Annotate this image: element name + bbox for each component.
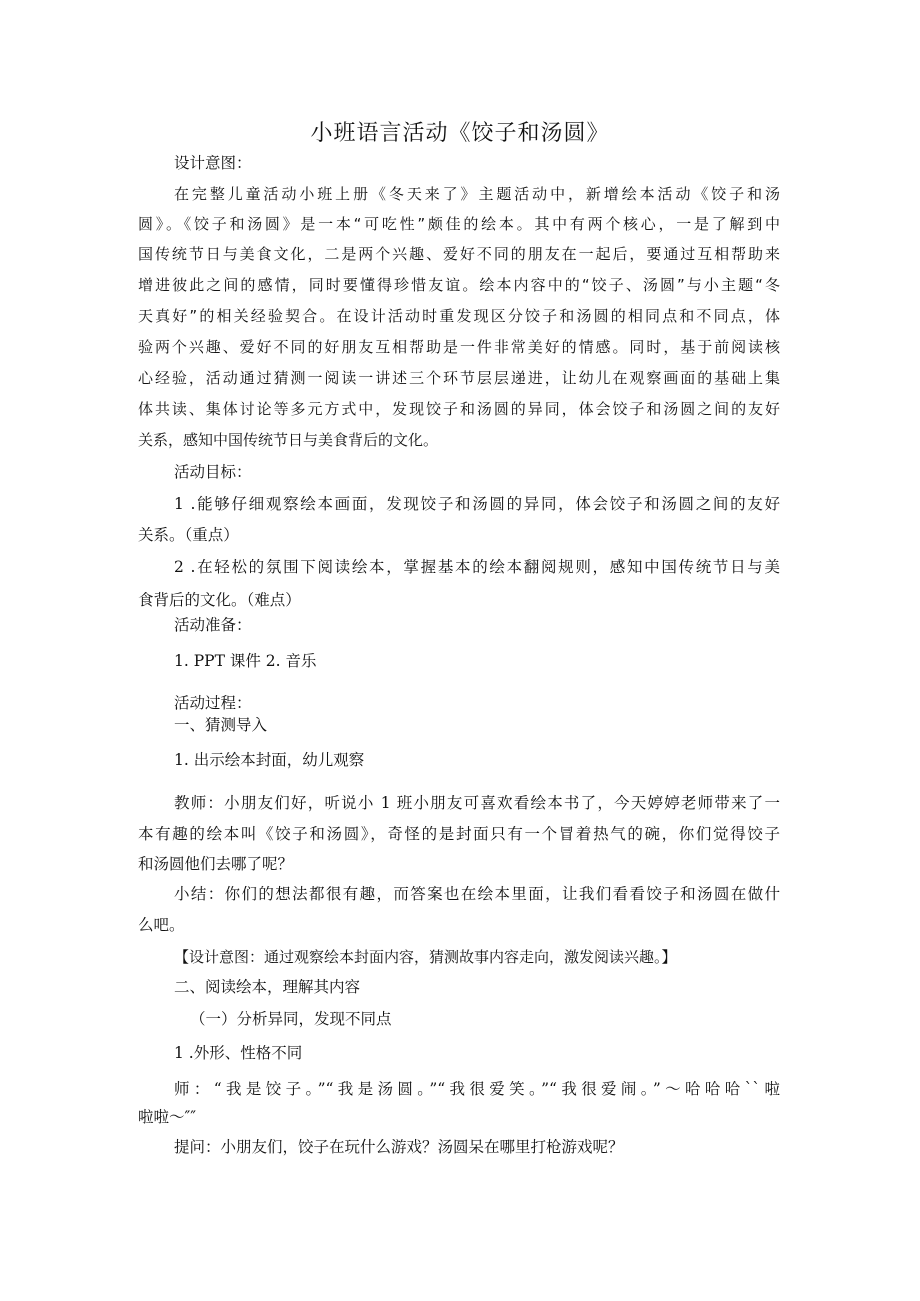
step1-item: 1. 出示绘本封面，幼儿观察: [174, 751, 365, 769]
goal-item: 1 .能够仔细观察绘本画面，发现饺子和汤圆的异同，体会饺子和汤圆之间的友好: [174, 495, 780, 513]
design-heading: 设计意图：: [174, 154, 252, 172]
page-title: 小班语言活动《饺子和汤圆》: [310, 121, 610, 146]
design-paragraph-line: 增进彼此之间的感情，同时要懂得珍惜友谊。绘本内容中的“饺子、汤圆”与小主题“冬: [138, 276, 780, 294]
prep-heading: 活动准备：: [174, 616, 252, 634]
design-paragraph-line: 圆》。《饺子和汤圆》是一本“可吃性”颇佳的绘本。其中有两个核心，一是了解到中: [138, 215, 780, 233]
goal-item-continued: 食背后的文化。（难点）: [138, 591, 301, 609]
design-paragraph-line: 心经验，活动通过猜测一阅读一讲述三个环节层层递进，让幼儿在观察画面的基础上集: [138, 369, 780, 387]
step1-heading: 一、猜测导入: [174, 716, 268, 734]
goals-heading: 活动目标：: [174, 463, 252, 481]
design-paragraph-line: 关系，感知中国传统节日与美食背后的文化。: [138, 431, 439, 449]
design-paragraph-line: 验两个兴趣、爱好不同的好朋友互相帮助是一件非常美好的情感。同时，基于前阅读核: [138, 338, 780, 356]
teacher-line: 本有趣的绘本叫《饺子和汤圆》，奇怪的是封面只有一个冒着热气的碗，你们觉得饺子: [138, 825, 780, 843]
step2-subheading: （一）分析异同，发现不同点: [190, 1010, 392, 1028]
prep-items: 1. PPT 课件 2. 音乐: [174, 652, 317, 670]
design-paragraph-line: 在完整儿童活动小班上册《冬天来了》主题活动中，新增绘本活动《饺子和汤: [174, 185, 780, 203]
teacher-line: 教师：小朋友们好，听说小 1 班小朋友可喜欢看绘本书了，今天婷婷老师带来了一: [174, 794, 780, 812]
teacher-line: 和汤圆他们去哪了呢？: [138, 855, 294, 873]
summary-line: 么吧。: [138, 916, 185, 934]
step2-item: 1 .外形、性格不同: [174, 1044, 303, 1062]
process-heading: 活动过程：: [174, 694, 252, 712]
design-paragraph-line: 体共读、集体讨论等多元方式中，发现饺子和汤圆的异同，体会饺子和汤圆之间的友好: [138, 400, 780, 418]
design-note: 【设计意图：通过观察绘本封面内容，猜测故事内容走向，激发阅读兴趣。】: [174, 948, 677, 966]
dialogue-line: 啦啦～″″: [138, 1108, 197, 1126]
summary-line: 小结：你们的想法都很有趣，而答案也在绘本里面，让我们看看饺子和汤圆在做什: [174, 885, 780, 903]
goal-item: 2 .在轻松的氛围下阅读绘本，掌握基本的绘本翻阅规则，感知中国传统节日与美: [174, 558, 780, 576]
design-paragraph-line: 天真好”的相关经验契合。在设计活动时重发现区分饺子和汤圆的相同点和不同点，体: [138, 307, 780, 325]
question-line: 提问：小朋友们，饺子在玩什么游戏？汤圆呆在哪里打枪游戏呢？: [174, 1138, 624, 1156]
goal-item-continued: 关系。（重点）: [138, 526, 239, 544]
dialogue-line: 师：“我是饺子。”“我是汤圆。”“我很爱笑。”“我很爱闹。”～哈哈哈``啦: [174, 1080, 780, 1098]
step2-heading: 二、阅读绘本，理解其内容: [174, 978, 361, 996]
design-paragraph-line: 国传统节日与美食文化，二是两个兴趣、爱好不同的朋友在一起后，要通过互相帮助来: [138, 245, 780, 263]
